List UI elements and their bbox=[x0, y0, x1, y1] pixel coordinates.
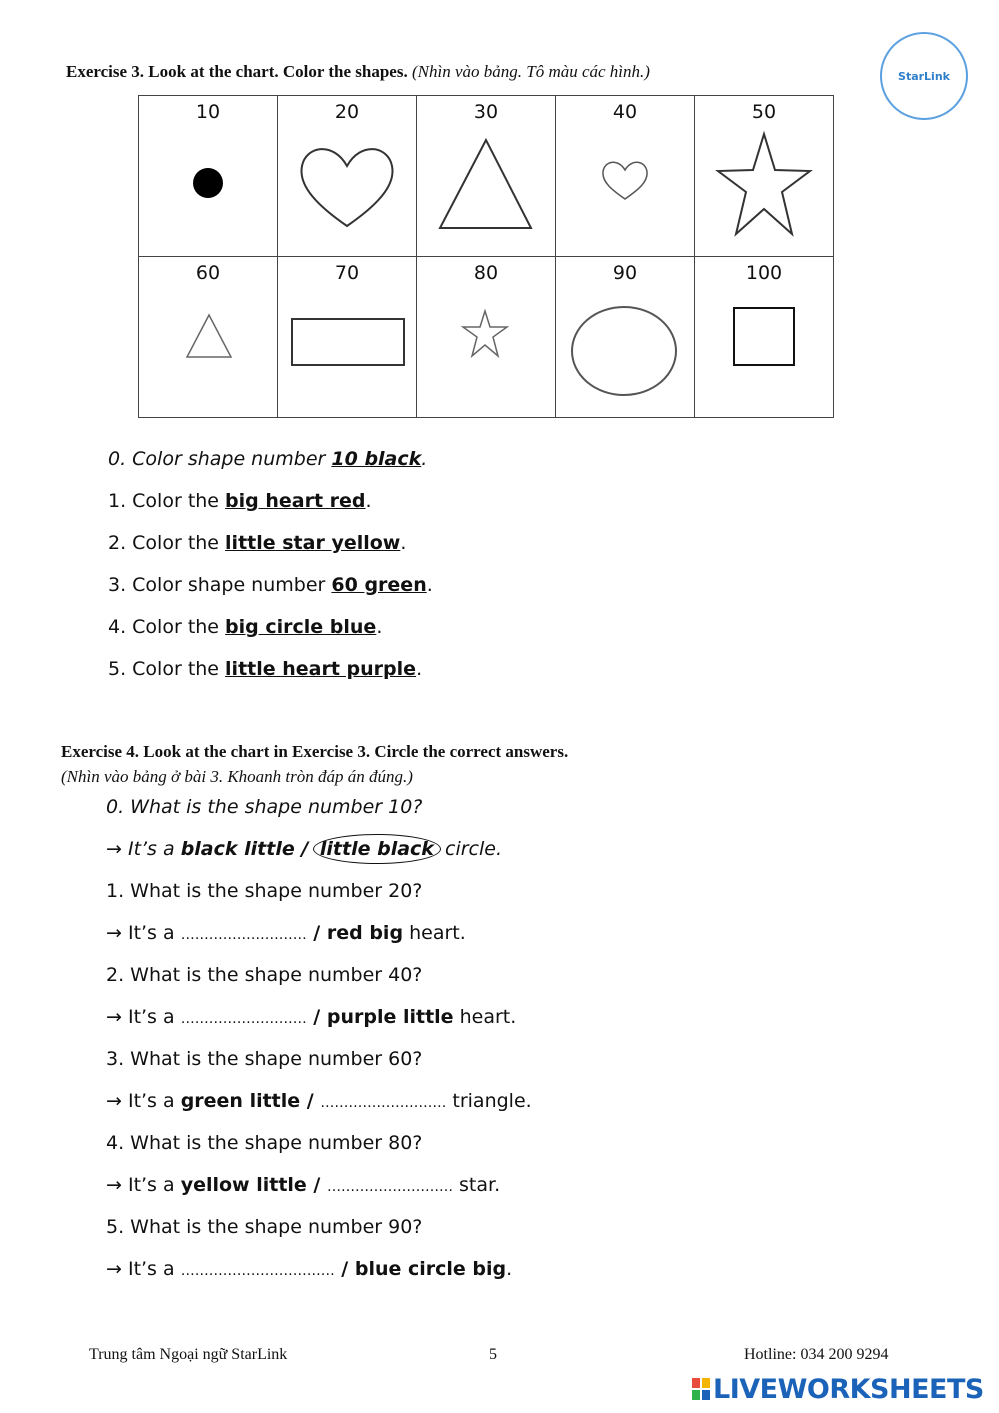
circled-answer: little black bbox=[313, 834, 441, 864]
chart-cell-10[interactable] bbox=[139, 96, 278, 257]
ex4-example-answer: → It’s a black little / little black circle. bbox=[106, 837, 502, 861]
ex3-item-2: 2. Color the little star yellow. bbox=[108, 532, 407, 554]
rectangle-shape bbox=[278, 257, 416, 417]
answer-blank[interactable]: ……………………… bbox=[326, 1179, 453, 1195]
ex4-q1-question: 1. What is the shape number 20? bbox=[106, 880, 423, 902]
ex4-q1-answer: → It’s a ……………………… / red big heart. bbox=[106, 922, 466, 944]
ex3-item-4: 4. Color the big circle blue. bbox=[108, 616, 383, 638]
ex4-q4-question: 4. What is the shape number 80? bbox=[106, 1132, 423, 1154]
cell-number: 40 bbox=[612, 101, 638, 123]
little-heart-shape bbox=[556, 96, 694, 256]
big-triangle-shape bbox=[417, 96, 555, 256]
ex4-q3-question: 3. What is the shape number 60? bbox=[106, 1048, 423, 1070]
answer-blank[interactable]: ……………………… bbox=[180, 1011, 307, 1027]
small-black-circle-shape bbox=[139, 96, 277, 256]
starlink-logo: StarLink bbox=[880, 32, 968, 120]
arrow-icon: → bbox=[106, 1174, 122, 1196]
footer-center-name: Trung tâm Ngoại ngữ StarLink bbox=[89, 1346, 288, 1363]
ex4-q2-answer: → It’s a ……………………… / purple little heart. bbox=[106, 1006, 517, 1028]
ex4-q3-answer: → It’s a green little / ……………………… triangle. bbox=[106, 1090, 532, 1112]
ex4-q5-answer: → It’s a …………………………… / blue circle big. bbox=[106, 1258, 513, 1280]
arrow-icon: → bbox=[106, 838, 122, 860]
chart-cell-30[interactable] bbox=[417, 96, 556, 257]
arrow-icon: → bbox=[106, 922, 122, 944]
arrow-icon: → bbox=[106, 1090, 122, 1112]
chart-cell-100[interactable] bbox=[695, 257, 834, 418]
little-star-shape bbox=[417, 257, 555, 417]
exercise3-title: Exercise 3. Look at the chart. Color the shapes. (Nhìn vào bảng. Tô màu các hình.) bbox=[66, 62, 650, 81]
cell-number: 10 bbox=[195, 101, 221, 123]
cell-number: 30 bbox=[473, 101, 499, 123]
cell-number: 90 bbox=[612, 262, 638, 284]
arrow-icon: → bbox=[106, 1006, 122, 1028]
answer-blank[interactable]: ……………………… bbox=[180, 927, 307, 943]
big-circle-shape bbox=[556, 257, 694, 417]
ex3-item-5: 5. Color the little heart purple. bbox=[108, 658, 423, 680]
arrow-icon: → bbox=[106, 1258, 122, 1280]
big-star-shape bbox=[695, 96, 833, 256]
answer-blank[interactable]: …………………………… bbox=[180, 1263, 335, 1279]
chart-cell-20[interactable] bbox=[278, 96, 417, 257]
cell-number: 20 bbox=[334, 101, 360, 123]
chart-cell-40[interactable] bbox=[556, 96, 695, 257]
ex4-q4-answer: → It’s a yellow little / ……………………… star. bbox=[106, 1174, 501, 1196]
ex3-item-3: 3. Color shape number 60 green. bbox=[108, 574, 433, 596]
big-heart-shape bbox=[278, 96, 416, 256]
ex4-q2-question: 2. What is the shape number 40? bbox=[106, 964, 423, 986]
chart-cell-80[interactable] bbox=[417, 257, 556, 418]
answer-blank[interactable]: ……………………… bbox=[320, 1095, 447, 1111]
ex4-example-question: 0. What is the shape number 10? bbox=[106, 796, 423, 818]
chart-cell-50[interactable] bbox=[695, 96, 834, 257]
cell-number: 80 bbox=[473, 262, 499, 284]
chart-cell-60[interactable] bbox=[139, 257, 278, 418]
shapes-chart bbox=[138, 95, 834, 418]
ex4-q5-question: 5. What is the shape number 90? bbox=[106, 1216, 423, 1238]
chart-cell-70[interactable] bbox=[278, 257, 417, 418]
exercise4-subtitle: (Nhìn vào bảng ở bài 3. Khoanh tròn đáp án đúng.) bbox=[61, 767, 413, 786]
cell-number: 70 bbox=[334, 262, 360, 284]
liveworksheets-brand[interactable]: LIVEWORKSHEETS bbox=[692, 1374, 984, 1405]
page-number: 5 bbox=[489, 1346, 497, 1363]
liveworksheets-icon bbox=[692, 1378, 710, 1400]
cell-number: 50 bbox=[751, 101, 777, 123]
chart-cell-90[interactable] bbox=[556, 257, 695, 418]
little-triangle-shape bbox=[139, 257, 277, 417]
cell-number: 100 bbox=[745, 262, 783, 284]
ex3-item-0: 0. Color shape number 10 black. bbox=[108, 448, 428, 470]
cell-number: 60 bbox=[195, 262, 221, 284]
ex3-item-1: 1. Color the big heart red. bbox=[108, 490, 372, 512]
square-shape bbox=[695, 257, 833, 417]
exercise4-title: Exercise 4. Look at the chart in Exercise 3. Circle the correct answers. bbox=[61, 742, 569, 761]
footer-hotline: Hotline: 034 200 9294 bbox=[744, 1346, 889, 1363]
